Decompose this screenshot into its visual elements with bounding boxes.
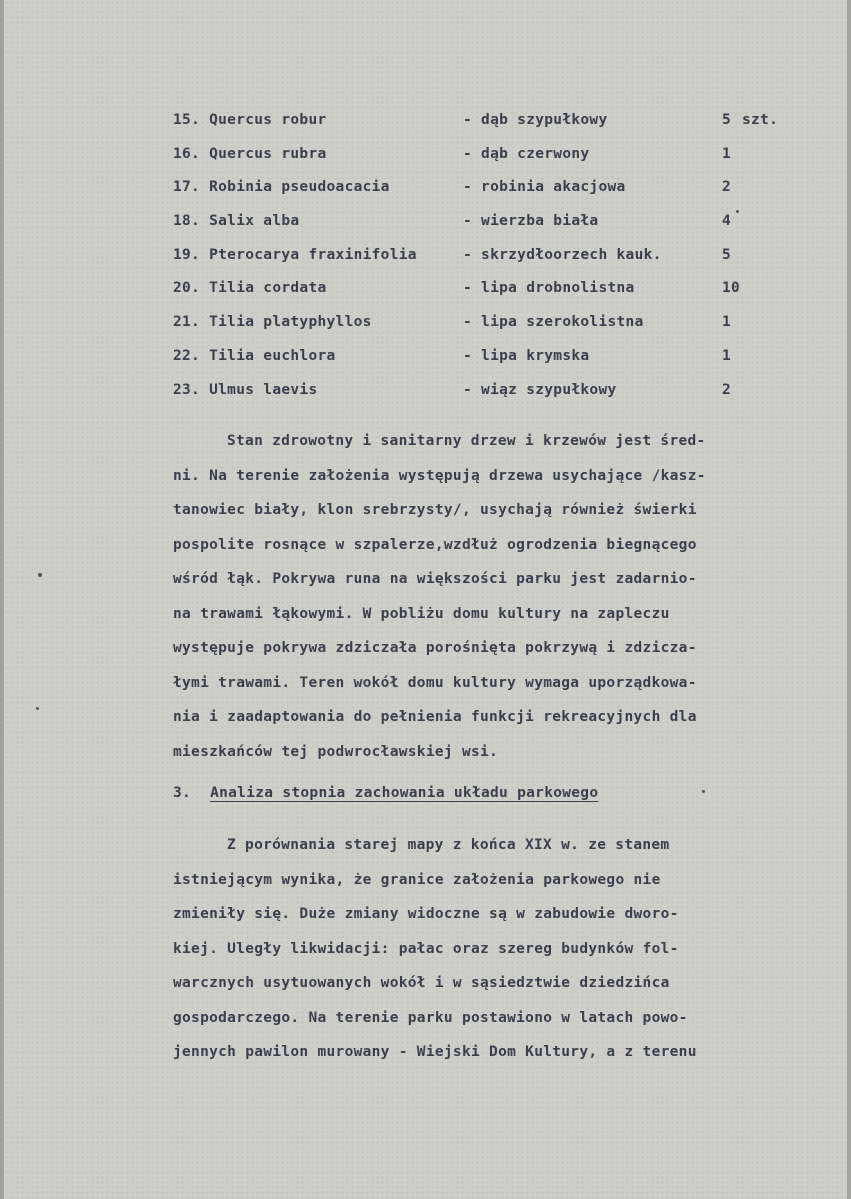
species-row — [0, 280, 851, 314]
species-latin-name: 20. Tilia cordata — [173, 280, 327, 297]
text-line: Stan zdrowotny i sanitarny drzew i krzewów jest śred- — [227, 433, 706, 449]
text-line: istniejącym wynika, że granice założenia parkowego nie — [173, 871, 661, 888]
section-title: Analiza stopnia zachowania układu parkowego — [210, 785, 599, 801]
species-count: 5 — [722, 112, 732, 128]
species-polish-name: - dąb czerwony — [463, 145, 590, 162]
text-line: łymi trawami. Teren wokół domu kultury wymaga uporządkowa- — [173, 674, 697, 691]
text-line: jennych pawilon murowany - Wiejski Dom Kultury, a z terenu — [173, 1044, 697, 1060]
species-row — [0, 146, 851, 180]
section-number: 3. — [173, 785, 192, 801]
paper-speck — [38, 573, 42, 577]
paper-speck — [36, 707, 39, 710]
species-unit: szt. — [742, 112, 779, 128]
species-count: 10 — [722, 280, 741, 297]
species-polish-name: - lipa szerokolistna — [463, 314, 644, 331]
species-row — [0, 112, 851, 146]
species-polish-name: - lipa krymska — [463, 347, 590, 364]
text-line: na trawami łąkowymi. W pobliżu domu kultury na zapleczu — [173, 605, 670, 622]
species-row — [0, 213, 851, 247]
species-count: 1 — [722, 314, 732, 331]
species-row — [0, 247, 851, 281]
species-count: 1 — [722, 347, 732, 364]
text-line: gospodarczego. Na terenie parku postawiono w latach powo- — [173, 1009, 688, 1026]
species-count: 1 — [722, 145, 732, 162]
species-polish-name: - skrzydłoorzech kauk. — [463, 246, 662, 263]
text-line: warcznych usytuowanych wokół i w sąsiedztwie dziedzińca — [173, 975, 670, 991]
species-row — [0, 348, 851, 382]
species-latin-name: 17. Robinia pseudoacacia — [173, 179, 390, 196]
species-count: 2 — [722, 179, 732, 196]
species-list — [0, 112, 851, 415]
species-polish-name: - dąb szypułkowy — [463, 112, 608, 128]
text-line: kiej. Uległy likwidacji: pałac oraz szereg budynków fol- — [173, 940, 679, 957]
species-latin-name: 16. Quercus rubra — [173, 145, 327, 162]
text-line: tanowiec biały, klon srebrzysty/, usychają również świerki — [173, 502, 697, 518]
species-polish-name: - wierzba biała — [463, 213, 599, 230]
text-line: występuje pokrywa zdziczała porośnięta pokrzywą i zdzicza- — [173, 640, 697, 656]
paper-speck — [702, 790, 705, 793]
species-latin-name: 18. Salix alba — [173, 213, 300, 230]
text-line: zmieniły się. Duże zmiany widoczne są w zabudowie dworo- — [173, 906, 679, 922]
species-count: 2 — [722, 381, 732, 398]
text-line: nia i zaadaptowania do pełnienia funkcji rekreacyjnych dla — [173, 709, 697, 725]
species-polish-name: - lipa drobnolistna — [463, 280, 635, 297]
species-latin-name: 19. Pterocarya fraxinifolia — [173, 246, 417, 263]
paper-speck — [736, 210, 739, 213]
species-latin-name: 23. Ulmus laevis — [173, 381, 318, 398]
species-count: 5 — [722, 246, 732, 263]
species-row — [0, 179, 851, 213]
species-polish-name: - wiąz szypułkowy — [463, 381, 617, 398]
species-polish-name: - robinia akacjowa — [463, 179, 626, 196]
species-latin-name: 21. Tilia platyphyllos — [173, 314, 372, 331]
text-line: mieszkańców tej podwrocławskiej wsi. — [173, 743, 499, 760]
species-latin-name: 15. Quercus robur — [173, 112, 327, 128]
text-line: ni. Na terenie założenia występują drzewa usychające /kasz- — [173, 467, 706, 484]
text-line: Z porównania starej mapy z końca XIX w. ze stanem — [227, 837, 670, 853]
analysis-paragraph — [173, 828, 783, 1070]
text-line: pospolite rosnące w szpalerze,wzdłuż ogrodzenia biegnącego — [173, 536, 697, 553]
section-heading — [173, 785, 598, 801]
species-count: 4 — [722, 213, 732, 230]
health-paragraph — [173, 424, 783, 769]
species-latin-name: 22. Tilia euchlora — [173, 347, 336, 364]
species-row — [0, 382, 851, 416]
species-row — [0, 314, 851, 348]
text-line: wśród łąk. Pokrywa runa na większości parku jest zadarnio- — [173, 571, 697, 587]
